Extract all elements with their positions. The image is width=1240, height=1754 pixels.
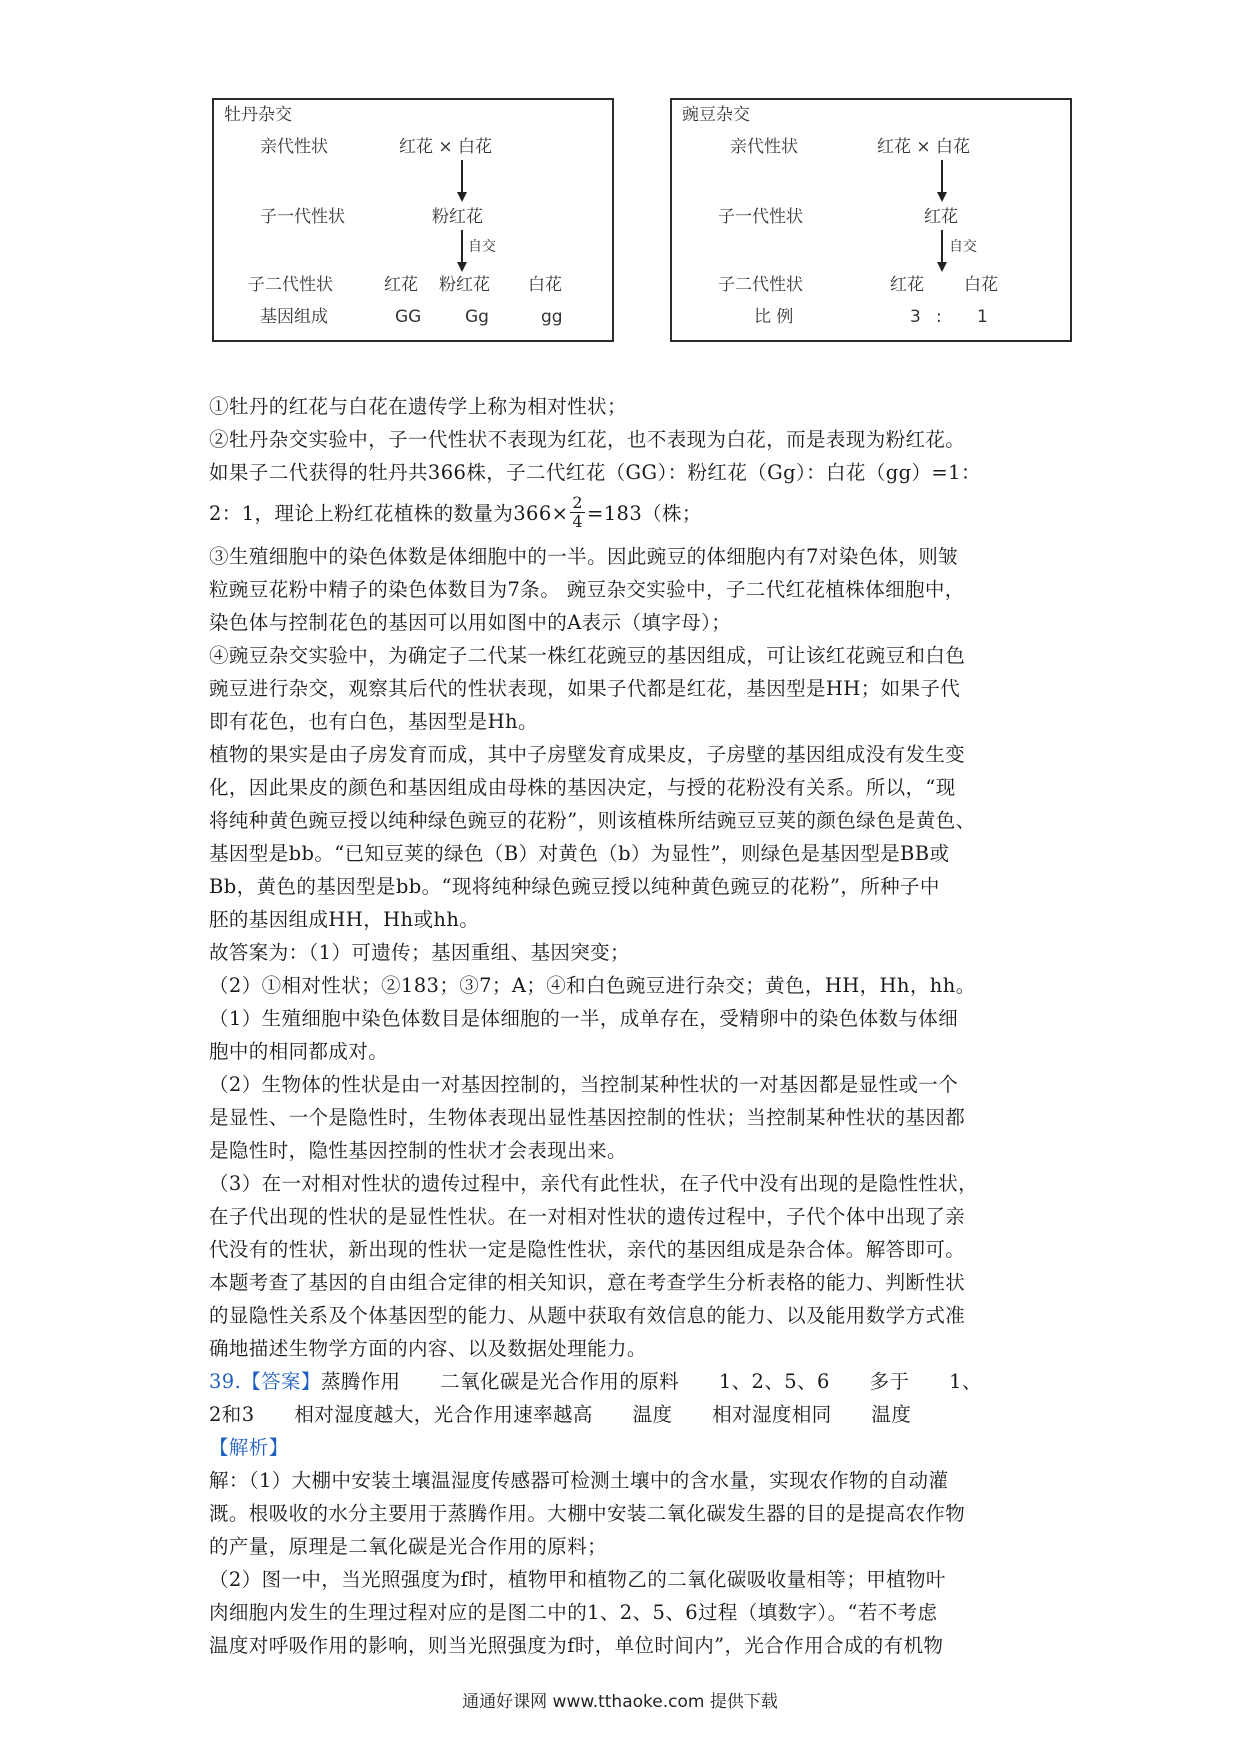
text-line: 肉细胞内发生的生理过程对应的是图二中的1、2、5、6过程（填数字）。“若不考虑 bbox=[209, 1601, 938, 1624]
pea-ratio-label: 比 例 bbox=[754, 307, 794, 327]
pea-arrowhead-2 bbox=[937, 262, 947, 272]
pea-ratio-colon: : bbox=[936, 307, 942, 327]
text-line: 温度对呼吸作用的影响，则当光照强度为f时，单位时间内”，光合作用合成的有机物 bbox=[209, 1634, 944, 1657]
text-line: 化，因此果皮的颜色和基因组成由母株的基因决定，与授的花粉没有关系。所以，“现 bbox=[209, 776, 956, 799]
peony-f2-white: 白花 bbox=[528, 275, 562, 295]
answer-39-text: 蒸腾作用 二氧化碳是光合作用的原料 1、2、5、6 多于 1、 bbox=[320, 1370, 982, 1393]
pea-cross-diagram bbox=[670, 98, 1072, 342]
text-line: 是隐性时，隐性基因控制的性状才会表现出来。 bbox=[209, 1139, 627, 1162]
fraction bbox=[570, 494, 585, 531]
text-line: 是显性、一个是隐性时，生物体表现出显性基因控制的性状；当控制某种性状的基因都 bbox=[209, 1106, 966, 1129]
peony-f2-red: 红花 bbox=[384, 275, 418, 295]
text-line: 解：（1）大棚中安装土壤温湿度传感器可检测土壤中的含水量，实现农作物的自动灌 bbox=[209, 1469, 949, 1492]
text-line: ③生殖细胞中的染色体数是体细胞中的一半。因此豌豆的体细胞内有7对染色体，则皱 bbox=[209, 545, 959, 568]
text-line: 在子代出现的性状的是显性性状。在一对相对性状的遗传过程中，子代个体中出现了亲 bbox=[209, 1205, 966, 1228]
pea-f2-white: 白花 bbox=[964, 275, 998, 295]
peony-f1-label: 子一代性状 bbox=[260, 207, 345, 227]
text-line: 粒豌豆花粉中精子的染色体数目为7条。 豌豆杂交实验中，子二代红花植株体细胞中， bbox=[209, 578, 965, 601]
text-line: 的产量，原理是二氧化碳是光合作用的原料； bbox=[209, 1535, 608, 1558]
text-line: 即有花色，也有白色，基因型是Hh。 bbox=[209, 710, 538, 733]
text-line: 胚的基因组成HH，Hh或hh。 bbox=[209, 908, 480, 931]
pea-ratio-1: 1 bbox=[977, 307, 988, 327]
fraction-line-after: =183（株； bbox=[586, 502, 702, 525]
text-line: 故答案为：（1）可遗传；基因重组、基因突变； bbox=[209, 941, 630, 964]
answer-39-line bbox=[209, 1365, 1039, 1398]
pea-f2-label: 子二代性状 bbox=[718, 275, 803, 295]
peony-f2-label: 子二代性状 bbox=[248, 275, 333, 295]
pea-ratio-3: 3 bbox=[910, 307, 921, 327]
fraction-line-before: 2：1，理论上粉红花植株的数量为366× bbox=[209, 502, 569, 525]
text-line: 基因型是bb。“已知豆荚的绿色（B）对黄色（b）为显性”，则绿色是基因型是BB或 bbox=[209, 842, 950, 865]
peony-f1-value: 粉红花 bbox=[432, 207, 483, 227]
pea-f1-value: 红花 bbox=[924, 207, 958, 227]
text-line: 的显隐性关系及个体基因型的能力、从题中获取有效信息的能力、以及能用数学方式准 bbox=[209, 1304, 966, 1327]
peony-parent-label: 亲代性状 bbox=[260, 137, 328, 157]
text-line: （1）生殖细胞中染色体数目是体细胞的一半，成单存在，受精卵中的染色体数与体细 bbox=[209, 1007, 959, 1030]
peony-genotype-gg-dominant: GG bbox=[395, 307, 422, 327]
text-line: ①牡丹的红花与白花在遗传学上称为相对性状； bbox=[209, 395, 627, 418]
peony-title: 牡丹杂交 bbox=[224, 105, 292, 125]
text-line: 染色体与控制花色的基因可以用如图中的A表示（填字母）； bbox=[209, 611, 732, 634]
text-line: ④豌豆杂交实验中，为确定子二代某一株红花豌豆的基因组成，可让该红花豌豆和白色 bbox=[209, 644, 966, 667]
text-line: （3）在一对相对性状的遗传过程中，亲代有此性状，在子代中没有出现的是隐性性状， bbox=[209, 1172, 979, 1195]
peony-f2-pink: 粉红花 bbox=[439, 275, 490, 295]
peony-cross-diagram bbox=[212, 98, 614, 342]
pea-cross-svg bbox=[672, 100, 1070, 340]
answer-tag: 【答案】 bbox=[241, 1370, 321, 1393]
text-line: 如果子二代获得的牡丹共366株，子二代红花（GG）：粉红花（Gg）：白花（gg）=1： bbox=[209, 461, 981, 484]
text-line: 溉。根吸收的水分主要用于蒸腾作用。大棚中安装二氧化碳发生器的目的是提高农作物 bbox=[209, 1502, 966, 1525]
pea-parent-label: 亲代性状 bbox=[730, 137, 798, 157]
fraction-numerator: 2 bbox=[572, 493, 583, 512]
text-line: 本题考查了基因的自由组合定律的相关知识，意在考查学生分析表格的能力、判断性状 bbox=[209, 1271, 966, 1294]
text-line: 豌豆进行杂交，观察其后代的性状表现，如果子代都是红花，基因型是HH；如果子代 bbox=[209, 677, 961, 700]
fraction-denominator: 4 bbox=[572, 512, 583, 531]
pea-f1-label: 子一代性状 bbox=[718, 207, 803, 227]
text-line: ②牡丹杂交实验中，子一代性状不表现为红花，也不表现为白花，而是表现为粉红花。 bbox=[209, 428, 966, 451]
text-line: 代没有的性状，新出现的性状一定是隐性性状，亲代的基因组成是杂合体。解答即可。 bbox=[209, 1238, 966, 1261]
peony-genotype-gg-hetero: Gg bbox=[465, 307, 489, 327]
peony-arrowhead-2 bbox=[457, 262, 467, 272]
fraction-line bbox=[209, 494, 1039, 534]
text-line: 胞中的相同都成对。 bbox=[209, 1040, 389, 1063]
pea-f2-red: 红花 bbox=[890, 275, 924, 295]
peony-selfing: 自交 bbox=[468, 239, 496, 255]
answer-39-number: 39. bbox=[209, 1370, 242, 1393]
peony-parent-cross: 红花 × 白花 bbox=[399, 137, 493, 157]
text-line: （2）生物体的性状是由一对基因控制的，当控制某种性状的一对基因都是显性或一个 bbox=[209, 1073, 959, 1096]
text-line: （2）①相对性状；②183；③7；A；④和白色豌豆进行杂交；黄色，HH，Hh，hh。 bbox=[209, 974, 976, 997]
pea-title: 豌豆杂交 bbox=[682, 105, 750, 125]
text-line: 2和3 相对湿度越大，光合作用速率越高 温度 相对湿度相同 温度 bbox=[209, 1403, 912, 1426]
peony-cross-svg bbox=[214, 100, 612, 340]
pea-parent-cross: 红花 × 白花 bbox=[877, 137, 971, 157]
text-line: 植物的果实是由子房发育而成，其中子房壁发育成果皮，子房壁的基因组成没有发生变 bbox=[209, 743, 966, 766]
text-line: 将纯种黄色豌豆授以纯种绿色豌豆的花粉”，则该植株所结豌豆豆荚的颜色绿色是黄色、 bbox=[209, 809, 976, 832]
page-footer: 通通好课网 www.tthaoke.com 提供下载 bbox=[462, 1692, 778, 1712]
peony-genotype-gg-recessive: gg bbox=[541, 307, 563, 327]
analysis-tag: 【解析】 bbox=[209, 1436, 289, 1459]
peony-arrowhead-1 bbox=[457, 192, 467, 202]
peony-genotype-label: 基因组成 bbox=[260, 307, 328, 327]
text-line: 确地描述生物学方面的内容、以及数据处理能力。 bbox=[209, 1337, 647, 1360]
pea-arrowhead-1 bbox=[937, 192, 947, 202]
text-line: （2）图一中，当光照强度为f时，植物甲和植物乙的二氧化碳吸收量相等；甲植物叶 bbox=[209, 1568, 946, 1591]
pea-selfing: 自交 bbox=[949, 239, 977, 255]
text-line: Bb，黄色的基因型是bb。“现将纯种绿色豌豆授以纯种黄色豌豆的花粉”，所种子中 bbox=[209, 875, 940, 898]
